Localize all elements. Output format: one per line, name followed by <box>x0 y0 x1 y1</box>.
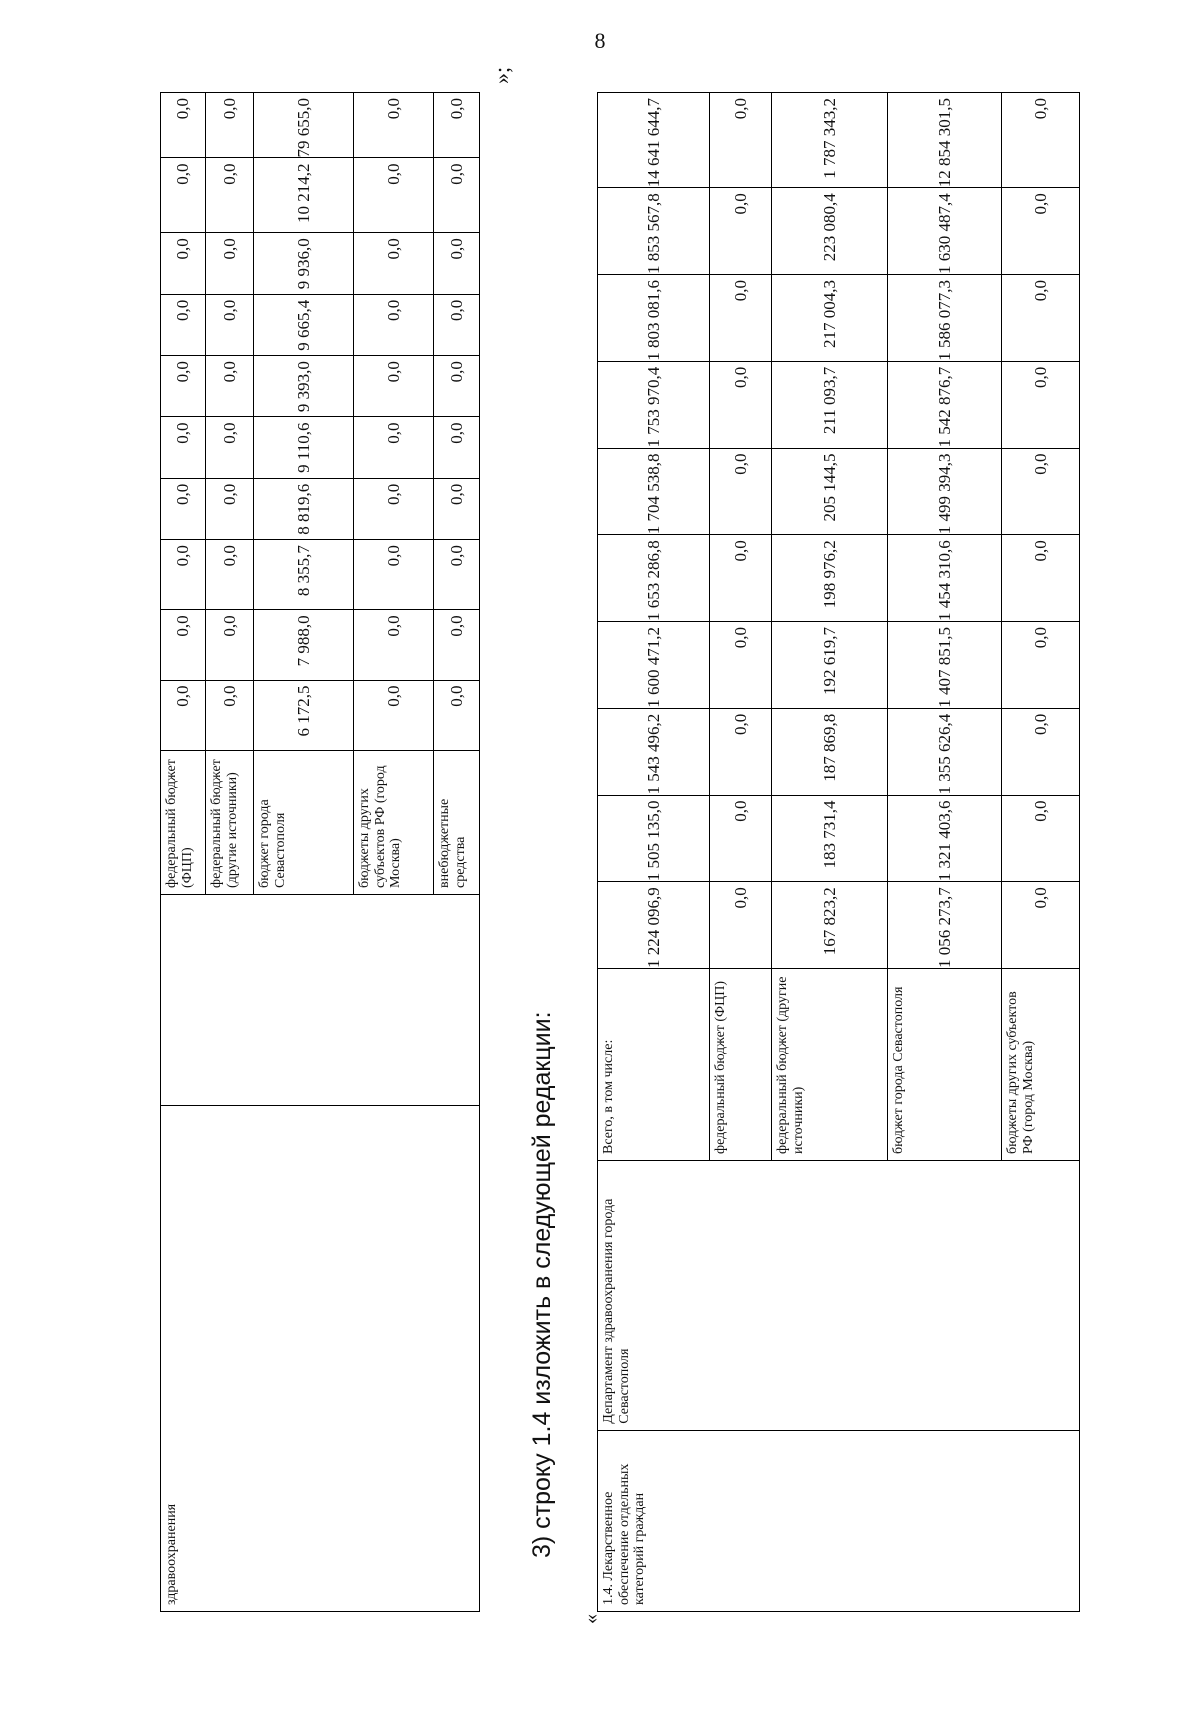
value-cell: 0,0 <box>354 540 434 610</box>
value-cell: 8 819,6 <box>254 478 354 539</box>
value-cell: 0,0 <box>354 417 434 478</box>
value-cell: 0,0 <box>161 294 206 355</box>
value-cell: 0,0 <box>1002 795 1080 882</box>
value-cell: 1 543 496,2 <box>598 708 710 795</box>
value-cell: 1 704 538,8 <box>598 448 710 535</box>
value-cell: 0,0 <box>1002 275 1080 362</box>
value-cell: 0,0 <box>161 540 206 610</box>
executor-name: Департамент здравоохранения города Севастополя <box>598 1160 1080 1430</box>
value-cell: 1 803 081,6 <box>598 275 710 362</box>
top-section-label: здравоохранения <box>161 1105 480 1611</box>
value-cell: 0,0 <box>206 294 254 355</box>
value-cell: 0,0 <box>161 233 206 294</box>
value-cell: 6 172,5 <box>254 680 354 750</box>
top-funding-table <box>160 92 480 1612</box>
activity-name: 1.4. Лекарственное обеспечение отдельных категорий граждан <box>598 1430 1080 1611</box>
value-cell: 0,0 <box>206 417 254 478</box>
rotated-sheet <box>160 66 1050 1624</box>
top-row-fcp <box>161 93 206 1612</box>
value-cell: 0,0 <box>206 158 254 233</box>
value-cell: 9 110,6 <box>254 417 354 478</box>
value-cell: 0,0 <box>434 540 480 610</box>
value-cell: 0,0 <box>161 478 206 539</box>
value-cell: 0,0 <box>206 540 254 610</box>
value-cell: 7 988,0 <box>254 610 354 680</box>
value-cell: 0,0 <box>434 158 480 233</box>
value-cell: 79 655,0 <box>254 93 354 159</box>
value-cell: 1 542 876,7 <box>888 361 1002 448</box>
value-cell: 0,0 <box>1002 448 1080 535</box>
value-cell: 0,0 <box>710 708 772 795</box>
value-cell: 0,0 <box>1002 622 1080 709</box>
value-cell: 205 144,5 <box>772 448 888 535</box>
value-cell: 0,0 <box>710 795 772 882</box>
value-cell: 0,0 <box>354 478 434 539</box>
value-cell: 0,0 <box>1002 535 1080 622</box>
value-cell: 0,0 <box>434 294 480 355</box>
row-label: федеральный бюджет (другие источники) <box>206 750 254 894</box>
value-cell: 0,0 <box>206 478 254 539</box>
value-cell: 0,0 <box>710 535 772 622</box>
value-cell: 1 454 310,6 <box>888 535 1002 622</box>
value-cell: 0,0 <box>710 361 772 448</box>
value-cell: 0,0 <box>161 610 206 680</box>
value-cell: 0,0 <box>1002 93 1080 188</box>
value-cell: 0,0 <box>354 610 434 680</box>
value-cell: 0,0 <box>434 93 480 159</box>
row-label: внебюджетные средства <box>434 750 480 894</box>
value-cell: 223 080,4 <box>772 188 888 275</box>
value-cell: 0,0 <box>710 188 772 275</box>
value-cell: 0,0 <box>710 622 772 709</box>
value-cell: 1 630 487,4 <box>888 188 1002 275</box>
value-cell: 0,0 <box>354 294 434 355</box>
value-cell: 0,0 <box>710 882 772 969</box>
value-cell: 0,0 <box>1002 882 1080 969</box>
value-cell: 12 854 301,5 <box>888 93 1002 188</box>
value-cell: 0,0 <box>206 356 254 417</box>
value-cell: 0,0 <box>1002 188 1080 275</box>
instruction-label: 3) строку 1.4 изложить в следующей редакции: <box>528 1011 556 1558</box>
value-cell: 1 355 626,4 <box>888 708 1002 795</box>
value-cell: 14 641 644,7 <box>598 93 710 188</box>
value-cell: 0,0 <box>354 233 434 294</box>
value-cell: 0,0 <box>710 93 772 188</box>
value-cell: 0,0 <box>354 93 434 159</box>
value-cell: 0,0 <box>206 610 254 680</box>
row-1-4-table <box>597 92 1080 1612</box>
value-cell: 167 823,2 <box>772 882 888 969</box>
value-cell: 9 936,0 <box>254 233 354 294</box>
value-cell: 9 393,0 <box>254 356 354 417</box>
value-cell: 0,0 <box>1002 361 1080 448</box>
value-cell: 198 976,2 <box>772 535 888 622</box>
value-cell: 1 753 970,4 <box>598 361 710 448</box>
row-label: федеральный бюджет (другие источники) <box>772 969 888 1161</box>
value-cell: 0,0 <box>434 478 480 539</box>
row-label: федеральный бюджет (ФЦП) <box>710 969 772 1161</box>
value-cell: 0,0 <box>161 93 206 159</box>
row-label: бюджеты других субъектов РФ (город Москва) <box>1002 969 1080 1161</box>
value-cell: 1 853 567,8 <box>598 188 710 275</box>
value-cell: 0,0 <box>161 680 206 750</box>
row-label: Всего, в том числе: <box>598 969 710 1161</box>
row-label: федеральный бюджет (ФЦП) <box>161 750 206 894</box>
instruction-text <box>528 1011 557 1612</box>
value-cell: 192 619,7 <box>772 622 888 709</box>
bottom-row-total <box>598 93 710 1612</box>
value-cell: 10 214,2 <box>254 158 354 233</box>
value-cell: 0,0 <box>206 233 254 294</box>
value-cell: 0,0 <box>354 680 434 750</box>
value-cell: 0,0 <box>1002 708 1080 795</box>
row-label: бюджет города Севастополя <box>888 969 1002 1161</box>
top-executor-cell <box>161 894 480 1105</box>
value-cell: 0,0 <box>206 680 254 750</box>
value-cell: 1 499 394,3 <box>888 448 1002 535</box>
value-cell: 0,0 <box>434 233 480 294</box>
value-cell: 1 653 286,8 <box>598 535 710 622</box>
value-cell: 0,0 <box>434 680 480 750</box>
value-cell: 0,0 <box>206 93 254 159</box>
value-cell: 0,0 <box>434 417 480 478</box>
value-cell: 1 224 096,9 <box>598 882 710 969</box>
row-label: бюджеты других субъектов РФ (город Москва) <box>354 750 434 894</box>
value-cell: 1 505 135,0 <box>598 795 710 882</box>
value-cell: 211 093,7 <box>772 361 888 448</box>
value-cell: 0,0 <box>710 275 772 362</box>
value-cell: 0,0 <box>434 610 480 680</box>
closing-quote: »; <box>489 66 514 84</box>
value-cell: 0,0 <box>161 356 206 417</box>
value-cell: 1 321 403,6 <box>888 795 1002 882</box>
value-cell: 1 787 343,2 <box>772 93 888 188</box>
page-number: 8 <box>594 28 606 53</box>
value-cell: 0,0 <box>161 158 206 233</box>
value-cell: 0,0 <box>161 417 206 478</box>
value-cell: 1 586 077,3 <box>888 275 1002 362</box>
value-cell: 1 407 851,5 <box>888 622 1002 709</box>
value-cell: 8 355,7 <box>254 540 354 610</box>
value-cell: 0,0 <box>354 158 434 233</box>
value-cell: 1 056 273,7 <box>888 882 1002 969</box>
opening-quote: « <box>580 1614 602 1624</box>
value-cell: 217 004,3 <box>772 275 888 362</box>
value-cell: 1 600 471,2 <box>598 622 710 709</box>
value-cell: 0,0 <box>434 356 480 417</box>
value-cell: 187 869,8 <box>772 708 888 795</box>
value-cell: 9 665,4 <box>254 294 354 355</box>
value-cell: 0,0 <box>354 356 434 417</box>
value-cell: 0,0 <box>710 448 772 535</box>
row-label: бюджет города Севастополя <box>254 750 354 894</box>
value-cell: 183 731,4 <box>772 795 888 882</box>
